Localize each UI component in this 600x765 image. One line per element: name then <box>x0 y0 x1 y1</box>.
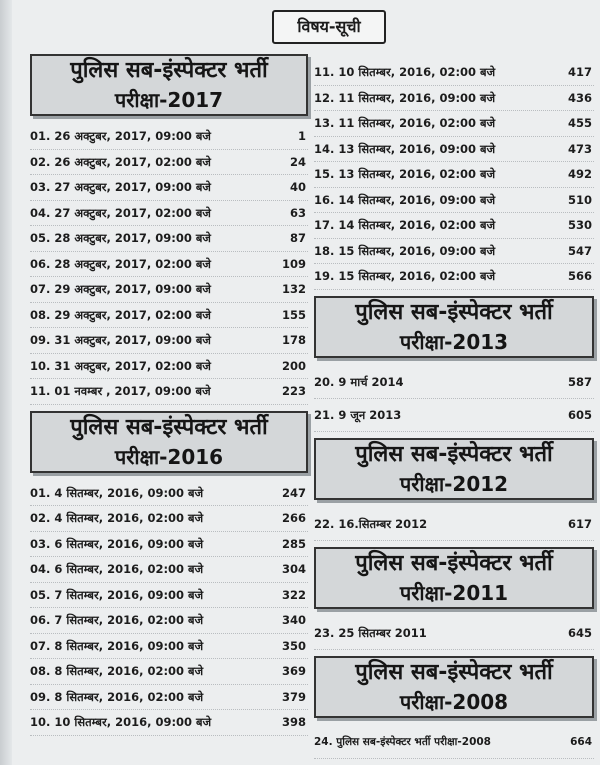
toc-entry[interactable] <box>30 583 308 609</box>
entry-page: 200 <box>281 358 306 373</box>
entry-list-2012 <box>314 508 594 541</box>
entry-page: 155 <box>281 307 306 322</box>
section-banner-2016 <box>30 411 308 473</box>
entry-page: 379 <box>281 689 306 704</box>
entry-label: 24. पुलिस सब-इंस्पेक्टर भर्ती परीक्षा-2008 <box>314 735 491 748</box>
toc-entry[interactable] <box>30 634 308 660</box>
entry-label: 07. 29 अक्टुबर, 2017, 09:00 बजे <box>30 282 211 296</box>
banner-line2: परीक्षा-2017 <box>114 88 224 112</box>
entry-label: 21. 9 जून 2013 <box>314 407 402 422</box>
entry-page: 322 <box>281 587 306 602</box>
entry-label: 07. 8 सितम्बर, 2016, 09:00 बजे <box>30 638 204 653</box>
entry-list-2016-continued <box>314 60 594 290</box>
entry-page: 473 <box>567 141 592 156</box>
toc-entry[interactable] <box>314 86 594 112</box>
entry-label: 01. 4 सितम्बर, 2016, 09:00 बजे <box>30 485 204 500</box>
entry-page: 24 <box>289 154 306 169</box>
entry-page: 605 <box>567 407 592 422</box>
entry-label: 02. 4 सितम्बर, 2016, 02:00 बजे <box>30 511 204 525</box>
toc-entry[interactable] <box>30 685 308 711</box>
entry-label: 12. 11 सितम्बर, 2016, 09:00 बजे <box>314 90 496 105</box>
toc-entry[interactable] <box>314 188 594 214</box>
toc-entry[interactable] <box>314 162 594 188</box>
entry-list-2013 <box>314 366 594 432</box>
toc-entry[interactable] <box>30 124 308 150</box>
section-banner-2012 <box>314 438 594 500</box>
toc-entry[interactable] <box>30 659 308 685</box>
toc-entry[interactable] <box>30 328 308 354</box>
entry-page: 350 <box>281 638 306 653</box>
entry-label: 18. 15 सितम्बर, 2016, 09:00 बजे <box>314 243 496 258</box>
section-banner-2008 <box>314 656 594 718</box>
left-column <box>30 52 308 736</box>
entry-label: 09. 8 सितम्बर, 2016, 02:00 बजे <box>30 689 204 704</box>
entry-label: 11. 01 नवम्बर , 2017, 09:00 बजे <box>30 384 211 398</box>
entry-list-2016 <box>30 481 308 736</box>
entry-list-2011 <box>314 617 594 650</box>
banner-line2: परीक्षा-2013 <box>399 329 509 354</box>
toc-entry[interactable] <box>30 303 308 329</box>
entry-page: 436 <box>567 90 592 105</box>
entry-label: 08. 8 सितम्बर, 2016, 02:00 बजे <box>30 664 204 678</box>
entry-label: 06. 7 सितम्बर, 2016, 02:00 बजे <box>30 613 204 627</box>
toc-entry[interactable] <box>314 508 594 541</box>
page-binding-edge <box>0 0 12 765</box>
entry-label: 22. 16.सितम्बर 2012 <box>314 516 428 531</box>
entry-page: 285 <box>281 536 306 551</box>
toc-entry[interactable] <box>314 239 594 265</box>
entry-list-2008 <box>314 726 594 759</box>
entry-label: 04. 27 अक्टुबर, 2017, 02:00 बजे <box>30 205 211 220</box>
entry-page: 645 <box>567 625 592 640</box>
entry-page: 178 <box>281 333 306 347</box>
toc-entry[interactable] <box>314 111 594 137</box>
entry-page: 369 <box>281 664 306 678</box>
entry-label: 17. 14 सितम्बर, 2016, 02:00 बजे <box>314 218 496 232</box>
entry-label: 16. 14 सितम्बर, 2016, 09:00 बजे <box>314 192 496 207</box>
banner-line2: परीक्षा-2011 <box>399 580 509 605</box>
entry-page: 492 <box>567 167 592 181</box>
toc-entry[interactable] <box>30 201 308 227</box>
toc-entry[interactable] <box>30 481 308 507</box>
entry-label: 11. 10 सितम्बर, 2016, 02:00 बजे <box>314 65 496 79</box>
entry-page: 63 <box>289 205 306 220</box>
toc-entry[interactable] <box>314 399 594 432</box>
entry-page: 223 <box>281 384 306 398</box>
entry-page: 566 <box>567 269 592 283</box>
entry-page: 455 <box>567 116 592 130</box>
entry-page: 87 <box>289 231 306 245</box>
banner-line1: पुलिस सब-इंस्पेक्टर भर्ती <box>355 659 553 685</box>
entry-page: 510 <box>567 192 592 207</box>
entry-page: 109 <box>281 256 306 271</box>
toc-entry[interactable] <box>30 252 308 278</box>
banner-line1: पुलिस सब-इंस्पेक्टर भर्ती <box>355 441 553 467</box>
banner-line2: परीक्षा-2016 <box>114 444 224 469</box>
toc-entry[interactable] <box>30 710 308 736</box>
entry-label: 13. 11 सितम्बर, 2016, 02:00 बजे <box>314 116 496 130</box>
entry-label: 03. 6 सितम्बर, 2016, 09:00 बजे <box>30 536 204 551</box>
banner-line1: पुलिस सब-इंस्पेक्टर भर्ती <box>70 58 268 83</box>
entry-label: 14. 13 सितम्बर, 2016, 09:00 बजे <box>314 141 496 156</box>
entry-label: 15. 13 सितम्बर, 2016, 02:00 बजे <box>314 167 496 181</box>
banner-line1: पुलिस सब-इंस्पेक्टर भर्ती <box>70 414 268 440</box>
entry-page: 417 <box>567 65 592 79</box>
entry-page: 132 <box>281 282 306 296</box>
toc-entry[interactable] <box>30 532 308 558</box>
toc-entry[interactable] <box>314 617 594 650</box>
entry-page: 1 <box>297 129 306 143</box>
entry-page: 547 <box>567 243 592 258</box>
toc-entry[interactable] <box>30 608 308 634</box>
toc-entry[interactable] <box>314 366 594 399</box>
entry-label: 02. 26 अक्टुबर, 2017, 02:00 बजे <box>30 154 211 169</box>
section-banner-2011 <box>314 547 594 609</box>
banner-line1: पुलिस सब-इंस्पेक्टर भर्ती <box>355 550 553 576</box>
entry-label: 05. 7 सितम्बर, 2016, 09:00 बजे <box>30 587 204 602</box>
toc-entry[interactable] <box>314 264 594 290</box>
toc-entry[interactable] <box>30 175 308 201</box>
toc-entry[interactable] <box>30 379 308 405</box>
toc-entry[interactable] <box>30 557 308 583</box>
entry-label: 19. 15 सितम्बर, 2016, 02:00 बजे <box>314 269 496 283</box>
toc-entry[interactable] <box>314 137 594 163</box>
entry-page: 247 <box>281 485 306 500</box>
entry-page: 340 <box>281 613 306 627</box>
entry-label: 05. 28 अक्टुबर, 2017, 09:00 बजे <box>30 231 211 245</box>
entry-label: 10. 31 अक्टुबर, 2017, 02:00 बजे <box>30 358 211 373</box>
entry-page: 304 <box>281 562 306 576</box>
entry-page: 617 <box>567 516 592 531</box>
toc-title: विषय-सूची <box>272 10 386 44</box>
banner-line2: परीक्षा-2008 <box>399 689 509 714</box>
entry-page: 40 <box>289 180 306 194</box>
entry-page: 530 <box>567 218 592 232</box>
toc-entry[interactable] <box>30 277 308 303</box>
right-column <box>314 60 594 759</box>
entry-label: 23. 25 सितम्बर 2011 <box>314 625 427 640</box>
toc-entry[interactable] <box>314 60 594 86</box>
entry-page: 664 <box>570 735 592 748</box>
entry-label: 08. 29 अक्टुबर, 2017, 02:00 बजे <box>30 307 211 322</box>
toc-entry[interactable] <box>30 150 308 176</box>
entry-label: 03. 27 अक्टुबर, 2017, 09:00 बजे <box>30 180 211 194</box>
entry-page: 266 <box>281 511 306 525</box>
section-banner-2017 <box>30 54 308 116</box>
entry-list-2017 <box>30 124 308 405</box>
section-banner-2013 <box>314 296 594 358</box>
entry-label: 06. 28 अक्टुबर, 2017, 02:00 बजे <box>30 256 211 271</box>
entry-label: 09. 31 अक्टुबर, 2017, 09:00 बजे <box>30 333 211 347</box>
entry-label: 01. 26 अक्टुबर, 2017, 09:00 बजे <box>30 129 211 143</box>
banner-line1: पुलिस सब-इंस्पेक्टर भर्ती <box>355 299 553 325</box>
toc-entry[interactable] <box>314 213 594 239</box>
entry-label: 04. 6 सितम्बर, 2016, 02:00 बजे <box>30 562 204 576</box>
toc-entry[interactable] <box>30 226 308 252</box>
entry-label: 20. 9 मार्च 2014 <box>314 374 404 389</box>
entry-label: 10. 10 सितम्बर, 2016, 09:00 बजे <box>30 715 212 729</box>
toc-entry[interactable] <box>30 354 308 380</box>
banner-line2: परीक्षा-2012 <box>399 471 509 496</box>
toc-entry[interactable] <box>30 506 308 532</box>
entry-page: 398 <box>281 715 306 729</box>
entry-page: 587 <box>567 374 592 389</box>
toc-entry[interactable] <box>314 726 594 759</box>
